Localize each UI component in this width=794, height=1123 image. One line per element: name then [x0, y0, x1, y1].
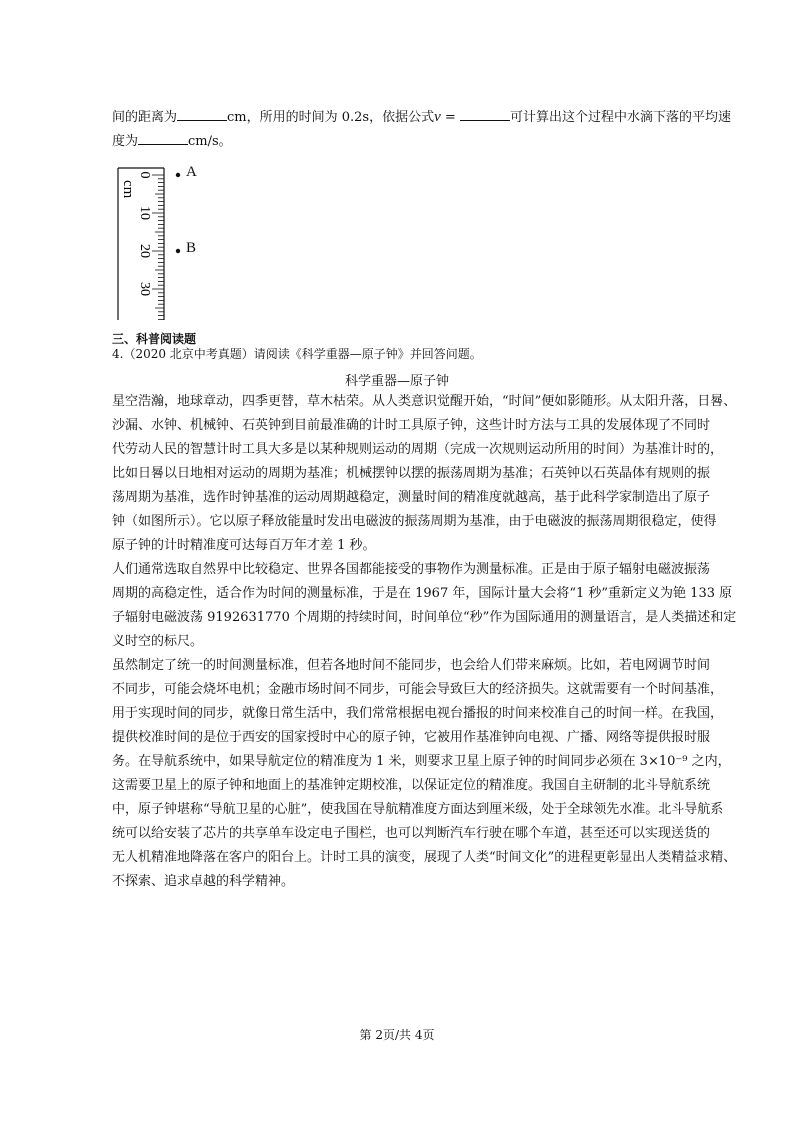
answer-blank-formula[interactable]: [460, 108, 510, 121]
formula-equals: =: [440, 110, 460, 125]
point-a-dot: [176, 173, 180, 177]
article-line: 务。在导航系统中，如果导航定位的精准度为 1 米，则要求卫星上原子钟的时间同步必须在 3×10⁻⁹ 之内，: [112, 754, 731, 769]
ruler-tick-label: 20: [137, 244, 152, 258]
ruler-figure: [112, 164, 232, 328]
article-line: 钟（如图所示）。它以原子释放能量时发出电磁波的振荡周期为基准，由于电磁波的振荡周期很稳定，使得: [112, 514, 717, 529]
article-line: 统可以给安装了芯片的共享单车设定电子围栏，也可以判断汽车行驶在哪个车道，甚至还可以实现送货的: [112, 826, 711, 841]
question-4: 4.（2020 北京中考真题）请阅读《科学重器—原子钟》并回答问题。: [112, 347, 482, 361]
article-line: 人们通常选取自然界中比较稳定、世界各国都能接受的事物作为测量标准。正是由于原子辐射电磁波振荡: [112, 562, 711, 577]
page-number: 第 2页/共 4页: [359, 1028, 435, 1042]
article-title: 科学重器—原子钟: [344, 374, 449, 389]
point-b-dot: [176, 249, 180, 253]
article-line: 虽然制定了统一的时间测量标准，但若各地时间不能同步，也会给人们带来麻烦。比如，若电网调节时间: [112, 658, 711, 673]
article-line: 原子钟的计时精准度可达每百万年才差 1 秒。: [112, 538, 376, 553]
article-line: 代劳动人民的智慧计时工具大多是以某种规则运动的周期（完成一次规则运动所用的时间）为基准计时的，: [112, 442, 724, 457]
point-b-label: B: [186, 240, 197, 256]
article-line: 中，原子钟堪称“导航卫星的心脏”，使我国在导航精准度方面达到厘米级，处于全球领先水准。北斗导航系: [112, 802, 724, 817]
point-a-label: A: [186, 164, 197, 180]
q3-text: cm，所用的时间为 0.2s，依据公式: [227, 110, 435, 125]
q3-text: cm/s。: [188, 134, 232, 149]
ruler-unit-label: cm: [120, 180, 136, 199]
q3-line-1: [112, 108, 731, 126]
answer-blank-speed[interactable]: [138, 132, 188, 145]
ruler-ticks: [152, 175, 164, 319]
article-line: 这需要卫星上的原子钟和地面上的基准钟定期校准，以保证定位的精准度。我国自主研制的北斗导航系统: [112, 778, 711, 793]
ruler-tick-label: 0: [137, 171, 152, 179]
q3-text: 间的距离为: [112, 110, 178, 125]
article-line: 不探索、追求卓越的科学精神。: [112, 874, 295, 889]
q3-text: 可计算出这个过程中水滴下落的平均速: [509, 110, 731, 125]
article-line: 星空浩瀚，地球章动，四季更替，草木枯荣。从人类意识觉醒开始，“时间”便如影随形。从太阳升落，日晷、: [112, 394, 737, 409]
article-line: 提供校准时间的是位于西安的国家授时中心的原子钟，它被用作基准钟向电视、广播、网络等提供报时服: [112, 730, 711, 745]
formula-variable: v: [434, 109, 441, 125]
article-line: 子辐射电磁波荡 9192631770 个周期的持续时间，时间单位“秒”作为国际通用的测量语言，是人类描述和定: [112, 610, 737, 625]
answer-blank-distance[interactable]: [177, 108, 227, 121]
article-line: 比如日晷以日地相对运动的周期为基准；机械摆钟以摆的振荡周期为基准；石英钟以石英晶体有规则的振: [112, 466, 711, 481]
q3-line-2: [112, 132, 232, 150]
ruler-tick-label: 10: [137, 206, 152, 220]
article-line: 荡周期为基准，选作时钟基准的运动周期越稳定，测量时间的精准度就越高，基于此科学家制造出了原子: [112, 490, 711, 505]
article-line: 周期的高稳定性，适合作为时间的测量标准，于是在 1967 年，国际计量大会将“1 秒”重新定义为铯 133 原: [112, 586, 733, 601]
ruler-tick-label: 30: [137, 282, 152, 296]
q3-text: 度为: [112, 134, 139, 149]
article-line: 不同步，可能会烧坏电机；金融市场时间不同步，可能会导致巨大的经济损失。这就需要有一个时间基准，: [112, 682, 724, 697]
article-line: 无人机精准地降落在客户的阳台上。计时工具的演变，展现了人类“时间文化”的进程更彰显出人类精益求精、: [112, 850, 737, 865]
ruler-tick-labels: [137, 172, 152, 297]
article-line: 义时空的标尺。: [112, 634, 204, 649]
ruler-svg: [112, 164, 232, 324]
article-line: 沙漏、水钟、机械钟、石英钟到目前最准确的计时工具原子钟，这些计时方法与工具的发展体现了不同时: [112, 418, 711, 433]
article-line: 用于实现时间的同步，就像日常生活中，我们常常根据电视台播报的时间来校准自己的时间一样。在我国，: [112, 706, 724, 721]
section-heading: 三、科普阅读题: [112, 332, 197, 346]
